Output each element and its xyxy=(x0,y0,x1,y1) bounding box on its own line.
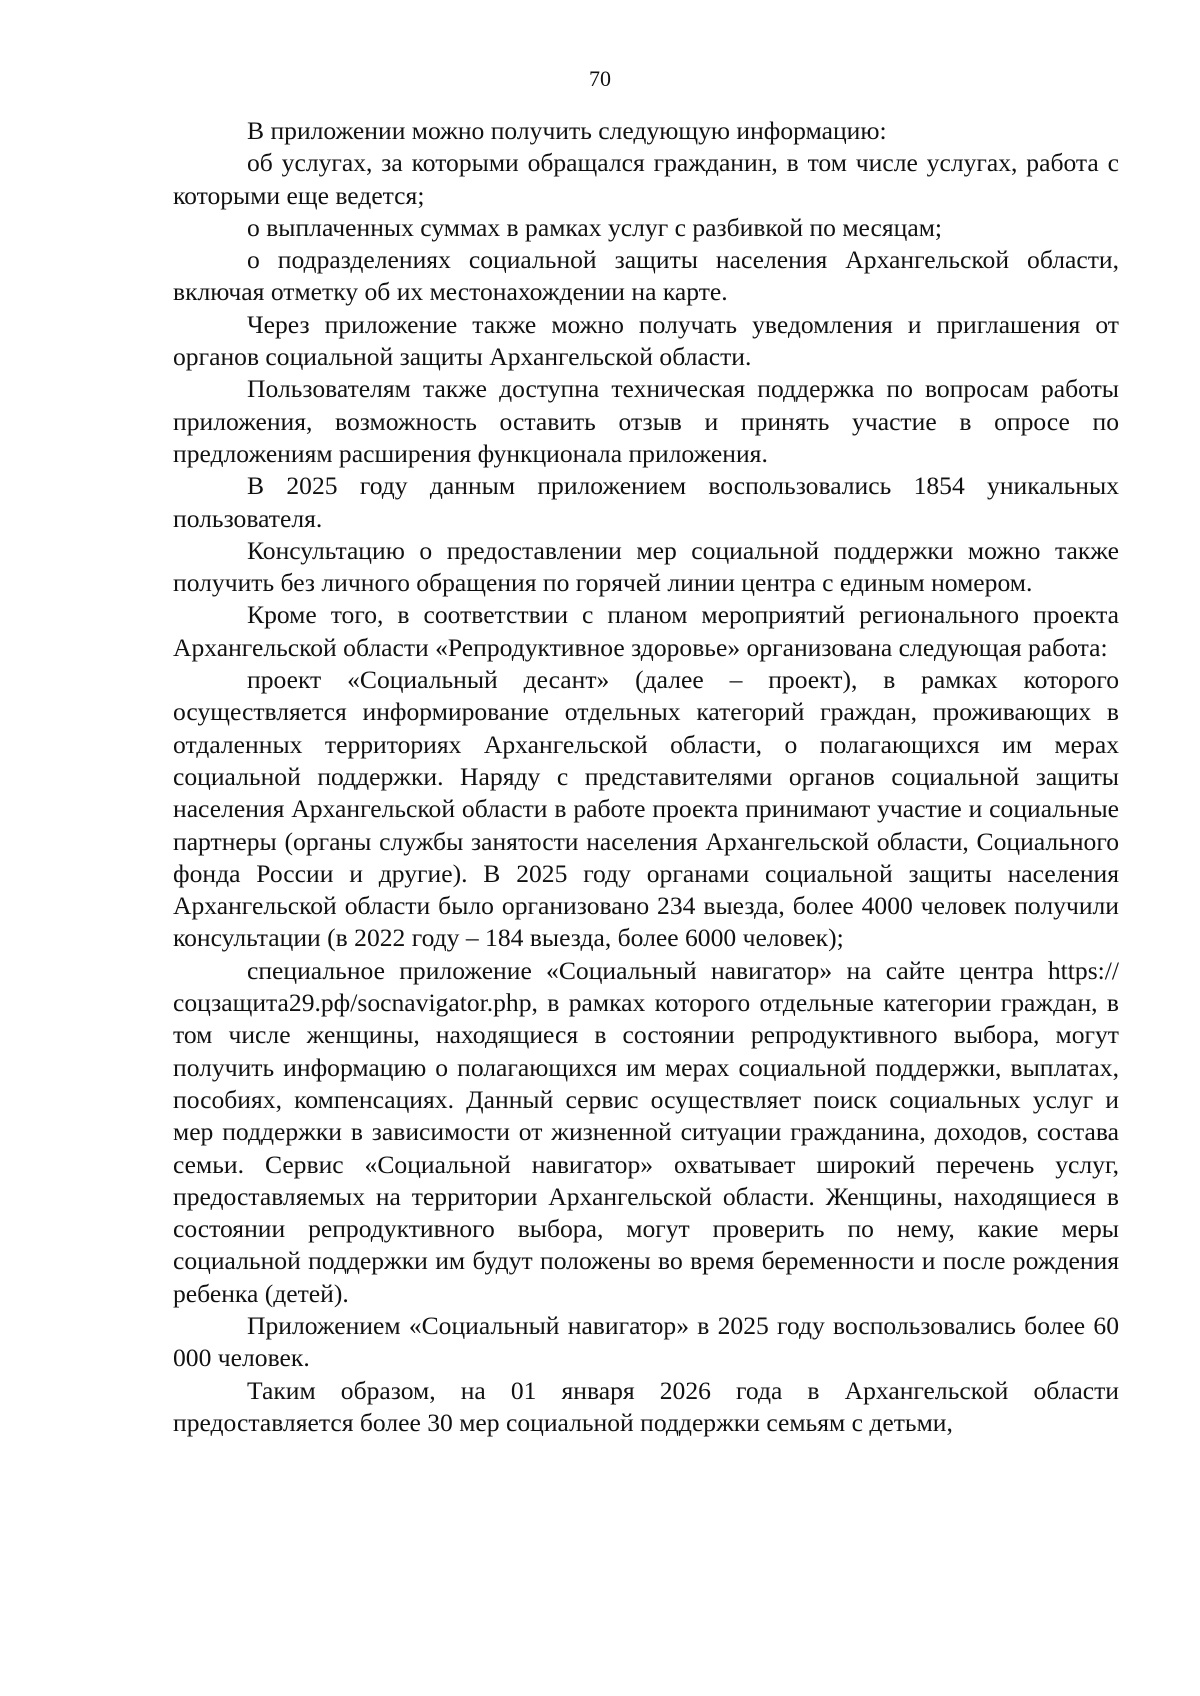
paragraph: Через приложение также можно получать уведомления и приглашения от органов социальной защиты Архангельской области. xyxy=(173,309,1119,372)
paragraph: о выплаченных суммах в рамках услуг с разбивкой по месяцам; xyxy=(247,212,943,242)
document-body xyxy=(173,115,1119,1439)
paragraph: об услугах, за которыми обращался гражданин, в том числе услугах, работа с которыми еще ведется; xyxy=(173,148,1119,210)
paragraph: Пользователям также доступна техническая поддержка по вопросам работы приложения, возможность оставить отзыв и принять участие в опросе по предложениям расширения функционала приложения. xyxy=(173,374,1119,468)
paragraph: о подразделениях социальной защиты населения Архангельской области, включая отметку об их местонахождении на карте. xyxy=(173,245,1119,307)
paragraph: В приложении можно получить следующую информацию: xyxy=(247,116,887,145)
paragraph: проект «Социальный десант» (далее – проект), в рамках которого осуществляется информирование отдельных категорий граждан, проживающих в отдаленных территориях Архангельской области, о полагающихся им мерах социальной поддержки. Наряду с представителями органов социальной защиты населения Архангельской области в работе проекта принимают участие и социальные партнеры (органы службы занятости населения Архангельской области, Социального фонда России и другие). В 2025 году органами социальной защиты населения Архангельской области было организовано 234 выезда, более 4000 человек получили консультации (в 2022 году – 184 выезда, более 6000 человек); xyxy=(173,665,1119,953)
paragraph: В 2025 году данным приложением воспользовались 1854 уникальных пользователя. xyxy=(173,471,1119,533)
paragraph: Таким образом, на 01 января 2026 года в Архангельской области предоставляется более 30 мер социальной поддержки семьям с детьми, xyxy=(173,1375,1119,1437)
paragraph: Консультацию о предоставлении мер социальной поддержки можно также получить без личного обращения по горячей линии центра с единым номером. xyxy=(173,535,1119,598)
page-number: 70 xyxy=(589,66,611,91)
paragraph: Кроме того, в соответствии с планом мероприятий регионального проекта Архангельской области «Репродуктивное здоровье» организована следующая работа: xyxy=(173,600,1119,662)
paragraph: специальное приложение «Социальный навигатор» на сайте центра https://соцзащита29.рф/socnavigator.php, в рамках которого отдельные категории граждан, в том числе женщины, находящиеся в состоянии репродуктивного выбора, могут получить информацию о полагающихся им мерах социальной поддержки, выплатах, пособиях, компенсациях. Данный сервис осуществляет поиск социальных услуг и мер поддержки в зависимости от жизненной ситуации гражданина, доходов, состава семьи. Сервис «Социальной навигатор» охватывает широкий перечень услуг, предоставляемых на территории Архангельской области. Женщины, находящиеся в состоянии репродуктивного выбора, могут проверить по нему, какие меры социальной поддержки им будут положены во время беременности и после рождения ребенка (детей). xyxy=(173,955,1119,1308)
paragraph: Приложением «Социальный навигатор» в 2025 году воспользовались более 60 000 человек. xyxy=(173,1310,1119,1373)
